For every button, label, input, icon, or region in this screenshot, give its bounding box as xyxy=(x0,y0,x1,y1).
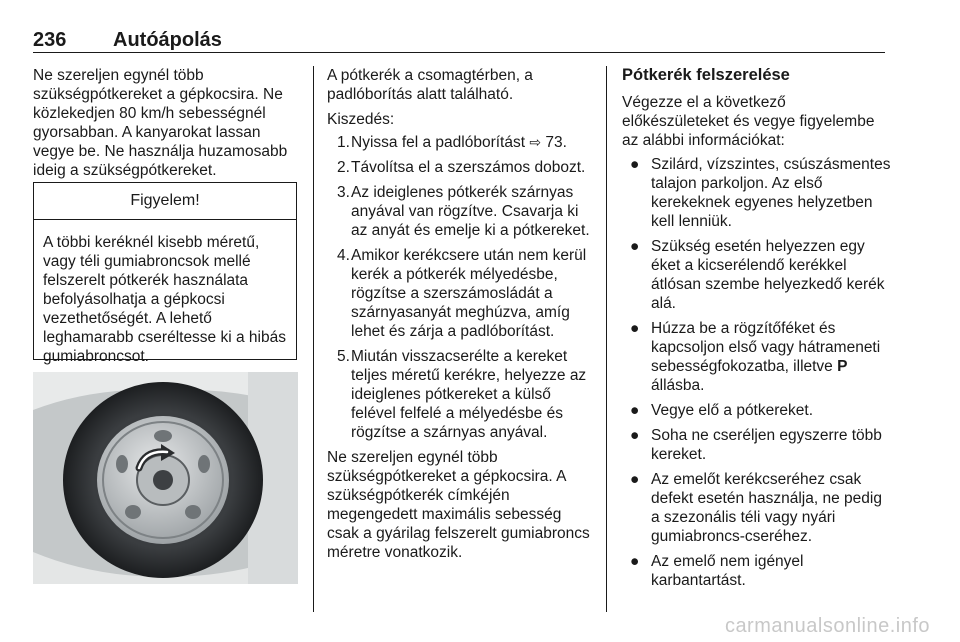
spare-wheel-illustration xyxy=(33,372,298,584)
preparation-list xyxy=(622,155,892,590)
column-middle xyxy=(327,66,595,562)
preparation-intro: Végezze el a következő előkészületeket és vegye figyelembe az alábbi információkat: xyxy=(622,94,875,149)
section-heading: Pótkerék felszerelése xyxy=(622,66,790,84)
steps-label: Kiszedés: xyxy=(327,111,395,128)
list-item: 4. Amikor kerékcsere után nem kerül kerék a pótkerék mélyedésbe, rögzítse a szerszámosládát a szárnyasanyát meghúzva, amíg lehet és zárja a padlóborítást. xyxy=(337,247,587,340)
list-item: ● Soha ne cseréljen egyszerre több kereket. xyxy=(630,427,882,463)
list-item: 2. Távolítsa el a szerszámos dobozt. xyxy=(337,159,586,176)
list-item: ● Az emelőt kerékcseréhez csak defekt esetén használja, ne pedig a szezonális téli vagy nyári gumiabroncs-cseréhez. xyxy=(630,471,882,545)
outro-paragraph: Ne szereljen egynél több szükségpótkereket a gépkocsira. A szükségpótkerék címkéjén megengedett maximális sebesség csak a gyárilag felszerelt gumiabroncs méretre vonatkozik. xyxy=(327,449,590,561)
section-title: Autóápolás xyxy=(113,29,222,51)
list-item: ● Húzza be a rögzítőféket és kapcsoljon első vagy hátrameneti sebességfokozatba, illetve P állásba. xyxy=(630,320,881,394)
bullet-icon: ● xyxy=(630,402,640,419)
list-item: ● Szükség esetén helyezzen egy éket a kicserélendő kerékkel átlósan szembe helyezkedő kerék alá. xyxy=(630,238,885,312)
reference-arrow-icon: ⇨ xyxy=(529,134,542,150)
bullet-icon: ● xyxy=(630,427,640,444)
warning-title: Figyelem! xyxy=(34,183,296,220)
watermark: carmanualsonline.info xyxy=(724,615,930,637)
list-item: ● Vegye elő a pótkereket. xyxy=(630,402,814,419)
list-item: 5. Miután visszacserélte a kereket teljes méretű kerékre, helyezze az ideiglenes pótkereket a külső felével felfelé a mélyedésbe és rögzítse a szárnyas anyával. xyxy=(337,348,587,441)
location-paragraph: A pótkerék a csomagtérben, a padlóborítás alatt található. xyxy=(327,67,533,103)
list-item: 1. Nyissa fel a padlóborítást ⇨ 73. xyxy=(337,134,567,151)
bullet-icon: ● xyxy=(630,156,640,173)
bullet-icon: ● xyxy=(630,320,640,337)
page-reference: 73. xyxy=(541,134,567,151)
column-right xyxy=(622,66,892,596)
warning-box xyxy=(33,182,297,365)
bullet-icon: ● xyxy=(630,553,640,570)
list-item: 3. Az ideiglenes pótkerék szárnyas anyával van rögzítve. Csavarja ki az anyát és emelje ki a pótkereket. xyxy=(337,184,590,239)
page-header xyxy=(33,28,895,52)
column-divider-2 xyxy=(606,66,607,612)
bullet-icon: ● xyxy=(630,238,640,255)
list-item: ● Az emelő nem igényel karbantartást. xyxy=(630,553,804,589)
column-left xyxy=(33,66,299,180)
spare-wheel-photo xyxy=(33,372,298,584)
header-divider xyxy=(33,52,885,53)
list-item: ● Szilárd, vízszintes, csúszásmentes talajon parkoljon. Az első kerekeknek egyenes helyzetben kell lenniük. xyxy=(630,156,891,230)
column-divider-1 xyxy=(313,66,314,612)
removal-steps-list xyxy=(327,133,595,442)
intro-paragraph: Ne szereljen egynél több szükségpótkereket a gépkocsira. Ne közlekedjen 80 km/h sebességnél gyorsabban. A kanyarokat lassan vegye be. Ne használja huzamosabb ideig a szükségpótkereket. xyxy=(33,67,288,179)
warning-text: A többi keréknél kisebb méretű, vagy téli gumiabroncsok mellé felszerelt pótkerék használata befolyásolhatja a gépkocsi vezethetőségét. A lehető leghamarabb cseréltesse ki a hibás gumiabroncsot. xyxy=(43,234,286,365)
gear-position-label: P xyxy=(837,358,848,375)
bullet-icon: ● xyxy=(630,471,640,488)
page-number: 236 xyxy=(33,29,67,51)
